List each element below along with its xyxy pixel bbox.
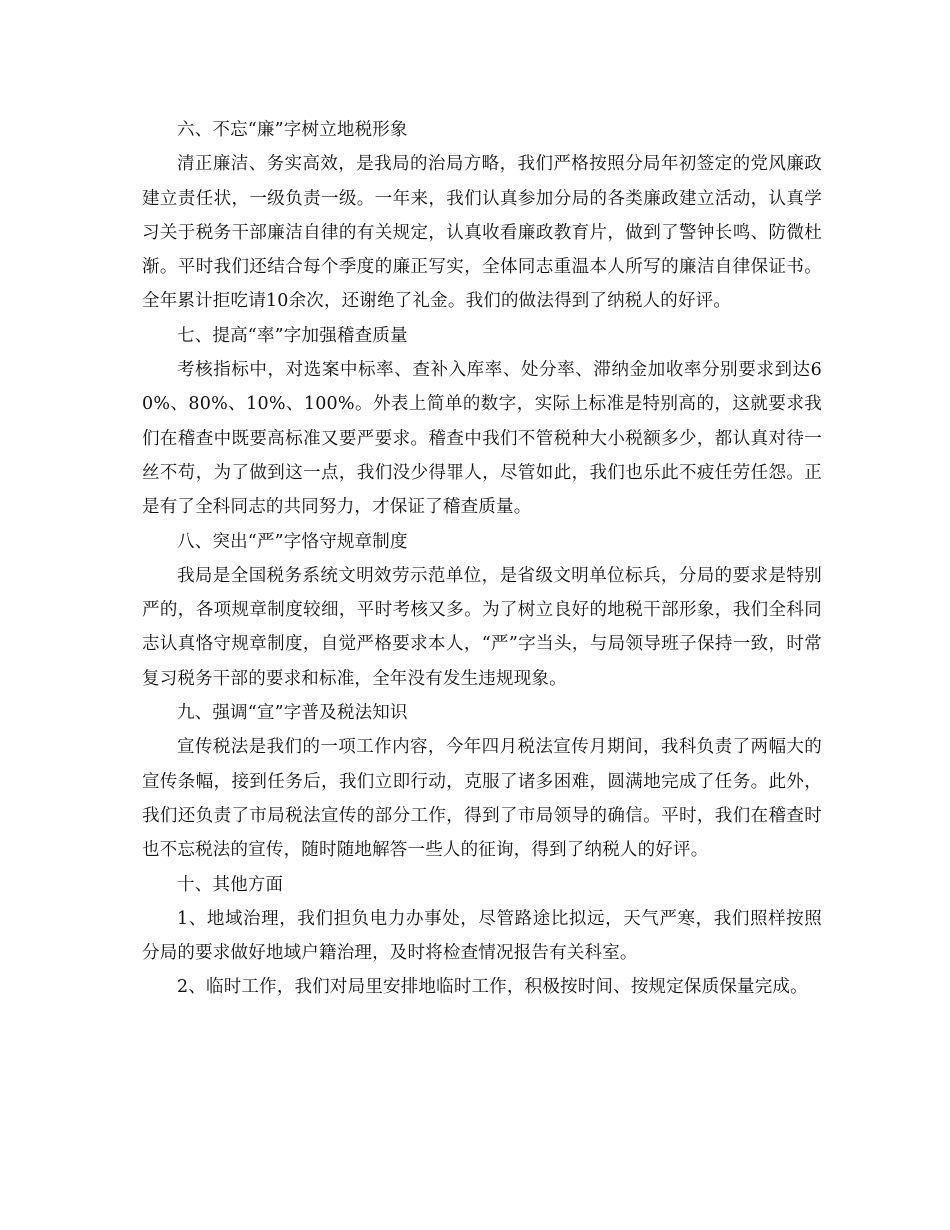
body-paragraph: 1、地域治理，我们担负电力办事处，尽管路途比拟远，天气严寒，我们照样按照分局的要求做好地域户籍治理，及时将检查情况报告有关科室。 xyxy=(142,908,822,964)
body-paragraph: 我局是全国税务系统文明效劳示范单位，是省级文明单位标兵，分局的要求是特别严的，各项规章制度较细，平时考核又多。为了树立良好的地税干部形象，我们全科同志认真恪守规章制度，自觉严格要求本人，“严”字当头，与局领导班子保持一致，时常复习税务干部的要求和标准，全年没有发生违规现象。 xyxy=(142,565,822,689)
document-body xyxy=(142,113,822,1005)
section-heading-6: 六、不忘“廉”字树立地税形象 xyxy=(177,120,408,140)
body-paragraph: 清正廉洁、务实高效，是我局的治局方略，我们严格按照分局年初签定的党风廉政建立责任状，一级负责一级。一年来，我们认真参加分局的各类廉政建立活动，认真学习关于税务干部廉洁自律的有关规定，认真收看廉政教育片，做到了警钟长鸣、防微杜渐。平时我们还结合每个季度的廉正写实，全体同志重温本人所写的廉洁自律保证书。全年累计拒吃请10余次，还谢绝了礼金。我们的做法得到了纳税人的好评。 xyxy=(142,154,822,312)
body-paragraph: 2、临时工作，我们对局里安排地临时工作，积极按时间、按规定保质保量完成。 xyxy=(177,977,808,998)
section-heading-9: 九、强调“宣”字普及税法知识 xyxy=(177,703,408,724)
section-heading-8: 八、突出“严”字恪守规章制度 xyxy=(177,531,408,552)
section-heading-7: 七、提高“率”字加强稽查质量 xyxy=(177,325,408,346)
body-paragraph: 考核指标中，对选案中标率、查补入库率、处分率、滞纳金加收率分别要求到达60%、80%、10%、100%。外表上简单的数字，实际上标准是特别高的，这就要求我们在稽查中既要高标准又要严要求。稽查中我们不管税种大小税额多少，都认真对待一丝不苟，为了做到这一点，我们没少得罪人，尽管如此，我们也乐此不疲任劳任怨。正是有了全科同志的共同努力，才保证了稽查质量。 xyxy=(142,360,822,518)
section-heading-10: 十、其他方面 xyxy=(177,874,284,895)
body-paragraph: 宣传税法是我们的一项工作内容，今年四月税法宣传月期间，我科负责了两幅大的宣传条幅，接到任务后，我们立即行动，克服了诸多困难，圆满地完成了任务。此外，我们还负责了市局税法宣传的部分工作，得到了市局领导的确信。平时，我们在稽查时也不忘税法的宣传，随时随地解答一些人的征询，得到了纳税人的好评。 xyxy=(142,737,822,861)
